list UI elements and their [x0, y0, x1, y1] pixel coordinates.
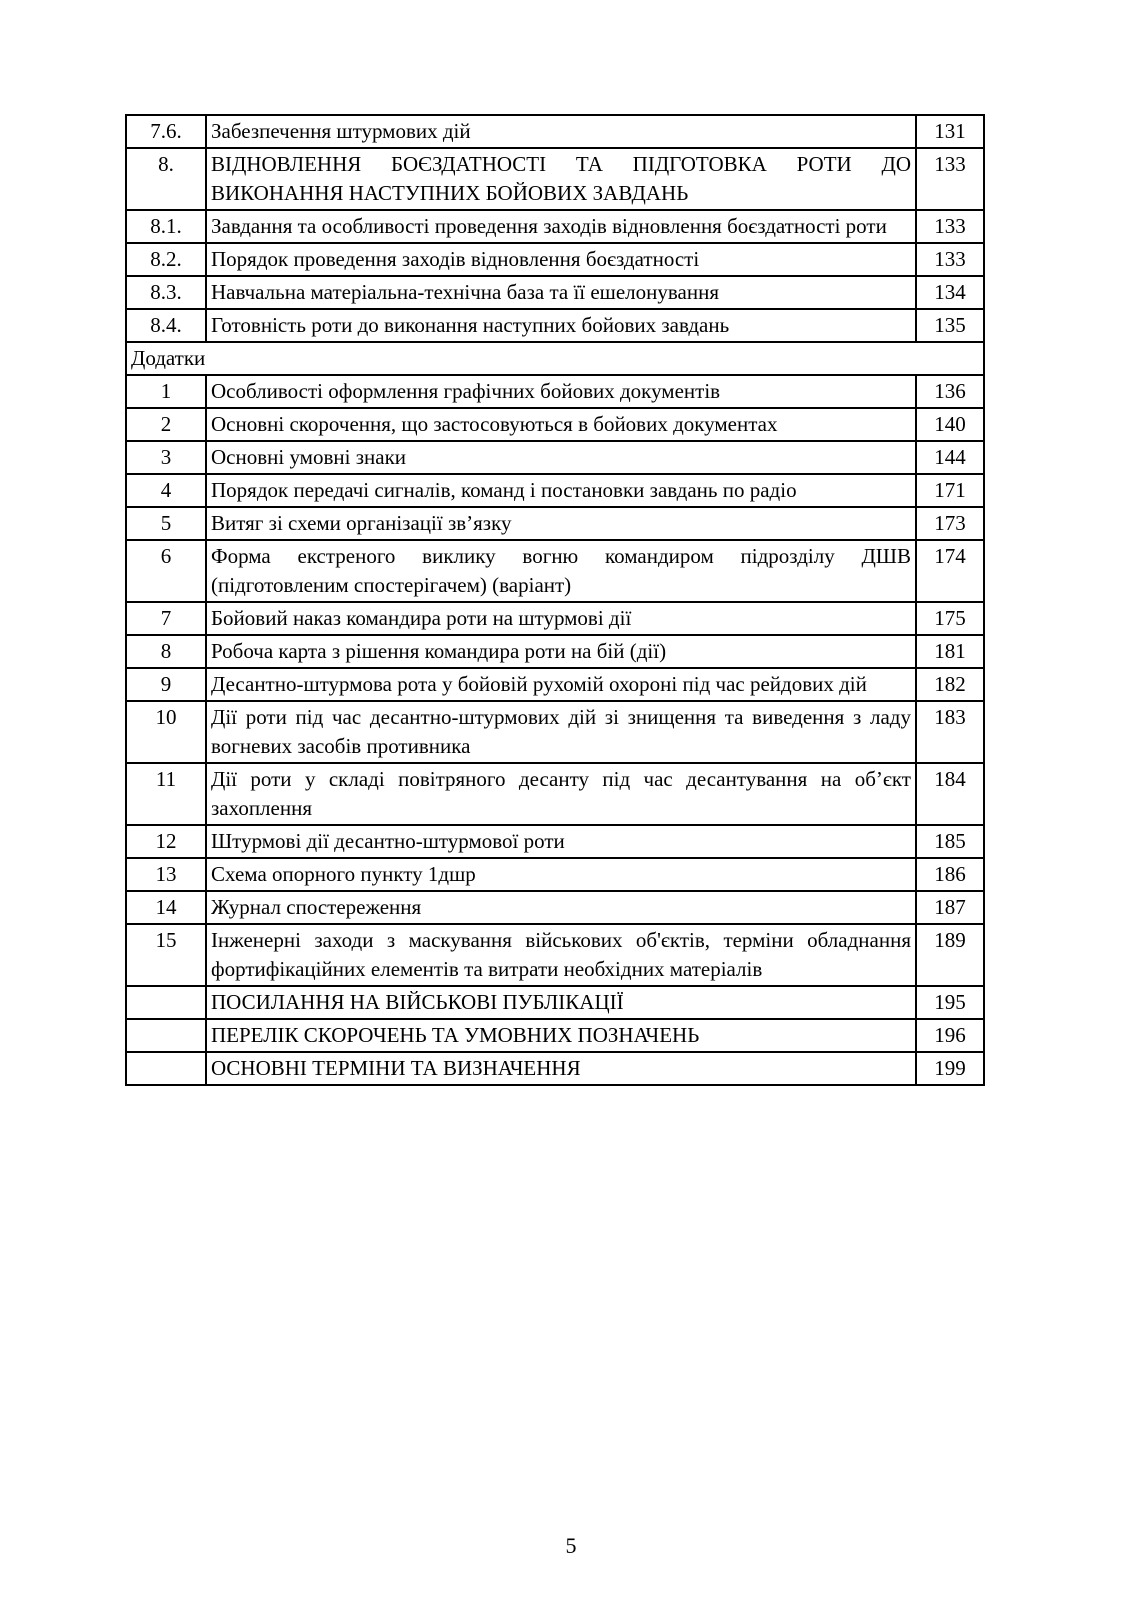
toc-row-page: 195 [916, 986, 984, 1019]
toc-row-page: 135 [916, 309, 984, 342]
toc-row-page: 184 [916, 763, 984, 825]
toc-row-number: 3 [126, 441, 206, 474]
toc-body [126, 115, 984, 1085]
toc-row [126, 701, 984, 763]
toc-row [126, 891, 984, 924]
toc-row-number: 2 [126, 408, 206, 441]
toc-row-number [126, 1052, 206, 1085]
table-of-contents [125, 114, 985, 1086]
toc-row-page: 173 [916, 507, 984, 540]
toc-row [126, 668, 984, 701]
toc-row-title: Основні скорочення, що застосовуються в бойових документах [206, 408, 916, 441]
toc-row-title: Порядок передачі сигналів, команд і постановки завдань по радіо [206, 474, 916, 507]
toc-row-page: 174 [916, 540, 984, 602]
toc-row-number: 5 [126, 507, 206, 540]
toc-row [126, 924, 984, 986]
toc-row-title: Дії роти під час десантно-штурмових дій зі знищення та виведення з ладу вогневих засобів противника [206, 701, 916, 763]
toc-row-title: Особливості оформлення графічних бойових документів [206, 375, 916, 408]
toc-row-title: Штурмові дії десантно-штурмової роти [206, 825, 916, 858]
toc-row-title: Інженерні заходи з маскування військових об'єктів, терміни обладнання фортифікаційних елементів та витрати необхідних матеріалів [206, 924, 916, 986]
toc-row-title: ПОСИЛАННЯ НА ВІЙСЬКОВІ ПУБЛІКАЦІЇ [206, 986, 916, 1019]
toc-row-number: 1 [126, 375, 206, 408]
toc-row-title: Форма екстреного виклику вогню командиром підрозділу ДШВ (підготовленим спостерігачем) (варіант) [206, 540, 916, 602]
footer-page-number: 5 [565, 1533, 577, 1558]
toc-row [126, 763, 984, 825]
toc-row-number: 7.6. [126, 115, 206, 148]
toc-row-number: 9 [126, 668, 206, 701]
toc-row-title: Завдання та особливості проведення заходів відновлення боєздатності роти [206, 210, 916, 243]
toc-row-page: 189 [916, 924, 984, 986]
toc-row-title: Дії роти у складі повітряного десанту під час десантування на об’єкт захоплення [206, 763, 916, 825]
toc-row-page: 182 [916, 668, 984, 701]
toc-row-number: 8.2. [126, 243, 206, 276]
toc-row [126, 1052, 984, 1085]
toc-row-page: 134 [916, 276, 984, 309]
toc-row-page: 171 [916, 474, 984, 507]
toc-row-title: ВІДНОВЛЕННЯ БОЄЗДАТНОСТІ ТА ПІДГОТОВКА РОТИ ДО ВИКОНАННЯ НАСТУПНИХ БОЙОВИХ ЗАВДАНЬ [206, 148, 916, 210]
toc-row-title: Робоча карта з рішення командира роти на бій (дії) [206, 635, 916, 668]
toc-row [126, 243, 984, 276]
toc-row [126, 115, 984, 148]
toc-row-title: Готовність роти до виконання наступних бойових завдань [206, 309, 916, 342]
toc-row [126, 602, 984, 635]
toc-row-page: 186 [916, 858, 984, 891]
toc-row [126, 858, 984, 891]
toc-row-number: 15 [126, 924, 206, 986]
toc-row-number [126, 1019, 206, 1052]
toc-row-number: 8 [126, 635, 206, 668]
toc-row-number: 14 [126, 891, 206, 924]
toc-row-number: 10 [126, 701, 206, 763]
toc-row-title: Витяг зі схеми організації зв’язку [206, 507, 916, 540]
toc-row-number: 4 [126, 474, 206, 507]
toc-row [126, 825, 984, 858]
toc-row-number: 6 [126, 540, 206, 602]
toc-row-page: 187 [916, 891, 984, 924]
toc-row-title: ОСНОВНІ ТЕРМІНИ ТА ВИЗНАЧЕННЯ [206, 1052, 916, 1085]
toc-row-title: Бойовий наказ командира роти на штурмові дії [206, 602, 916, 635]
toc-row-title: Навчальна матеріальна-технічна база та її ешелонування [206, 276, 916, 309]
toc-row-number: 11 [126, 763, 206, 825]
toc-row [126, 375, 984, 408]
toc-section-label: Додатки [126, 342, 984, 375]
toc-row-page: 181 [916, 635, 984, 668]
toc-row [126, 635, 984, 668]
toc-row-number: 8. [126, 148, 206, 210]
toc-row-title: Журнал спостереження [206, 891, 916, 924]
toc-row-number [126, 986, 206, 1019]
toc-row-page: 131 [916, 115, 984, 148]
toc-row-page: 144 [916, 441, 984, 474]
toc-row-title: Забезпечення штурмових дій [206, 115, 916, 148]
toc-row-number: 8.1. [126, 210, 206, 243]
toc-row [126, 276, 984, 309]
toc-row-title: Основні умовні знаки [206, 441, 916, 474]
toc-row [126, 342, 984, 375]
toc-row-number: 8.4. [126, 309, 206, 342]
toc-row [126, 408, 984, 441]
toc-row [126, 1019, 984, 1052]
toc-row-page: 175 [916, 602, 984, 635]
toc-row-number: 13 [126, 858, 206, 891]
toc-row [126, 540, 984, 602]
toc-row [126, 474, 984, 507]
toc-row-title: Схема опорного пункту 1дшр [206, 858, 916, 891]
toc-row [126, 507, 984, 540]
toc-row-page: 140 [916, 408, 984, 441]
toc-row-page: 133 [916, 210, 984, 243]
toc-row-page: 185 [916, 825, 984, 858]
toc-row [126, 210, 984, 243]
toc-row-title: Десантно-штурмова рота у бойовій рухомій охороні під час рейдових дій [206, 668, 916, 701]
toc-row-title: Порядок проведення заходів відновлення боєздатності [206, 243, 916, 276]
toc-row [126, 986, 984, 1019]
toc-row-page: 199 [916, 1052, 984, 1085]
toc-row-number: 12 [126, 825, 206, 858]
toc-row-page: 183 [916, 701, 984, 763]
toc-row-number: 7 [126, 602, 206, 635]
toc-row [126, 441, 984, 474]
toc-row [126, 148, 984, 210]
toc-row-page: 136 [916, 375, 984, 408]
toc-row-title: ПЕРЕЛІК СКОРОЧЕНЬ ТА УМОВНИХ ПОЗНАЧЕНЬ [206, 1019, 916, 1052]
toc-row-page: 133 [916, 243, 984, 276]
toc-row-page: 196 [916, 1019, 984, 1052]
toc-row [126, 309, 984, 342]
toc-row-page: 133 [916, 148, 984, 210]
toc-row-number: 8.3. [126, 276, 206, 309]
